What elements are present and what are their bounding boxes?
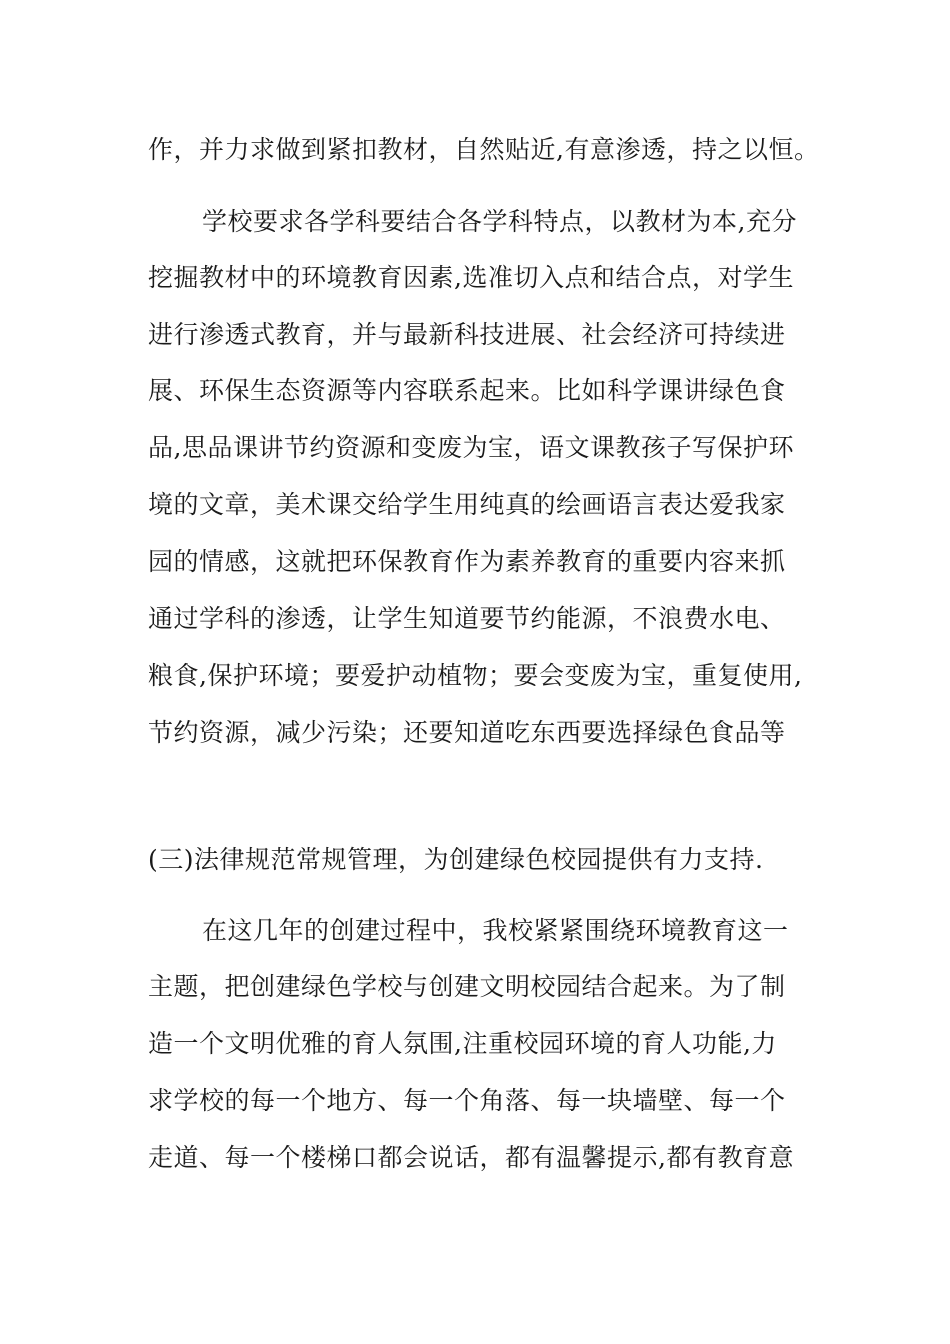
- paragraph-2-line-3: 进行渗透式教育，并与最新科技进展、社会经济可持续进: [148, 320, 786, 349]
- section-heading: (三)法律规范常规管理，为创建绿色校园提供有力支持.: [148, 845, 764, 874]
- paragraph-2-line-8: 通过学科的渗透，让学生知道要节约能源，不浪费水电、: [148, 604, 786, 633]
- paragraph-2-line-4: 展、环保生态资源等内容联系起来。比如科学课讲绿色食: [148, 376, 786, 405]
- paragraph-2-line-7: 园的情感，这就把环保教育作为素养教育的重要内容来抓: [148, 547, 786, 576]
- paragraph-2-line-9: 粮食,保护环境；要爱护动植物；要会变废为宝，重复使用,: [148, 661, 803, 690]
- paragraph-2-line-1: 学校要求各学科要结合各学科特点，以教材为本,充分: [202, 207, 797, 236]
- paragraph-3-line-3: 造一个文明优雅的育人氛围,注重校园环境的育人功能,力: [148, 1029, 777, 1058]
- paragraph-3-line-1: 在这几年的创建过程中，我校紧紧围绕环境教育这一: [202, 916, 789, 945]
- paragraph-3-line-4: 求学校的每一个地方、每一个角落、每一块墙壁、每一个: [148, 1086, 786, 1115]
- paragraph-2-line-6: 境的文章，美术课交给学生用纯真的绘画语言表达爱我家: [148, 490, 786, 519]
- paragraph-3-line-5: 走道、每一个楼梯口都会说话，都有温馨提示,都有教育意: [148, 1143, 794, 1172]
- paragraph-2-line-5: 品,思品课讲节约资源和变废为宝，语文课教孩子写保护环: [148, 433, 794, 462]
- paragraph-3-line-2: 主题，把创建绿色学校与创建文明校园结合起来。为了制: [148, 972, 786, 1001]
- paragraph-2-line-2: 挖掘教材中的环境教育因素,选准切入点和结合点，对学生: [148, 263, 794, 292]
- paragraph-2-line-10: 节约资源，减少污染；还要知道吃东西要选择绿色食品等: [148, 718, 786, 747]
- paragraph-1-line-1: 作，并力求做到紧扣教材，自然贴近,有意渗透，持之以恒。: [148, 135, 820, 164]
